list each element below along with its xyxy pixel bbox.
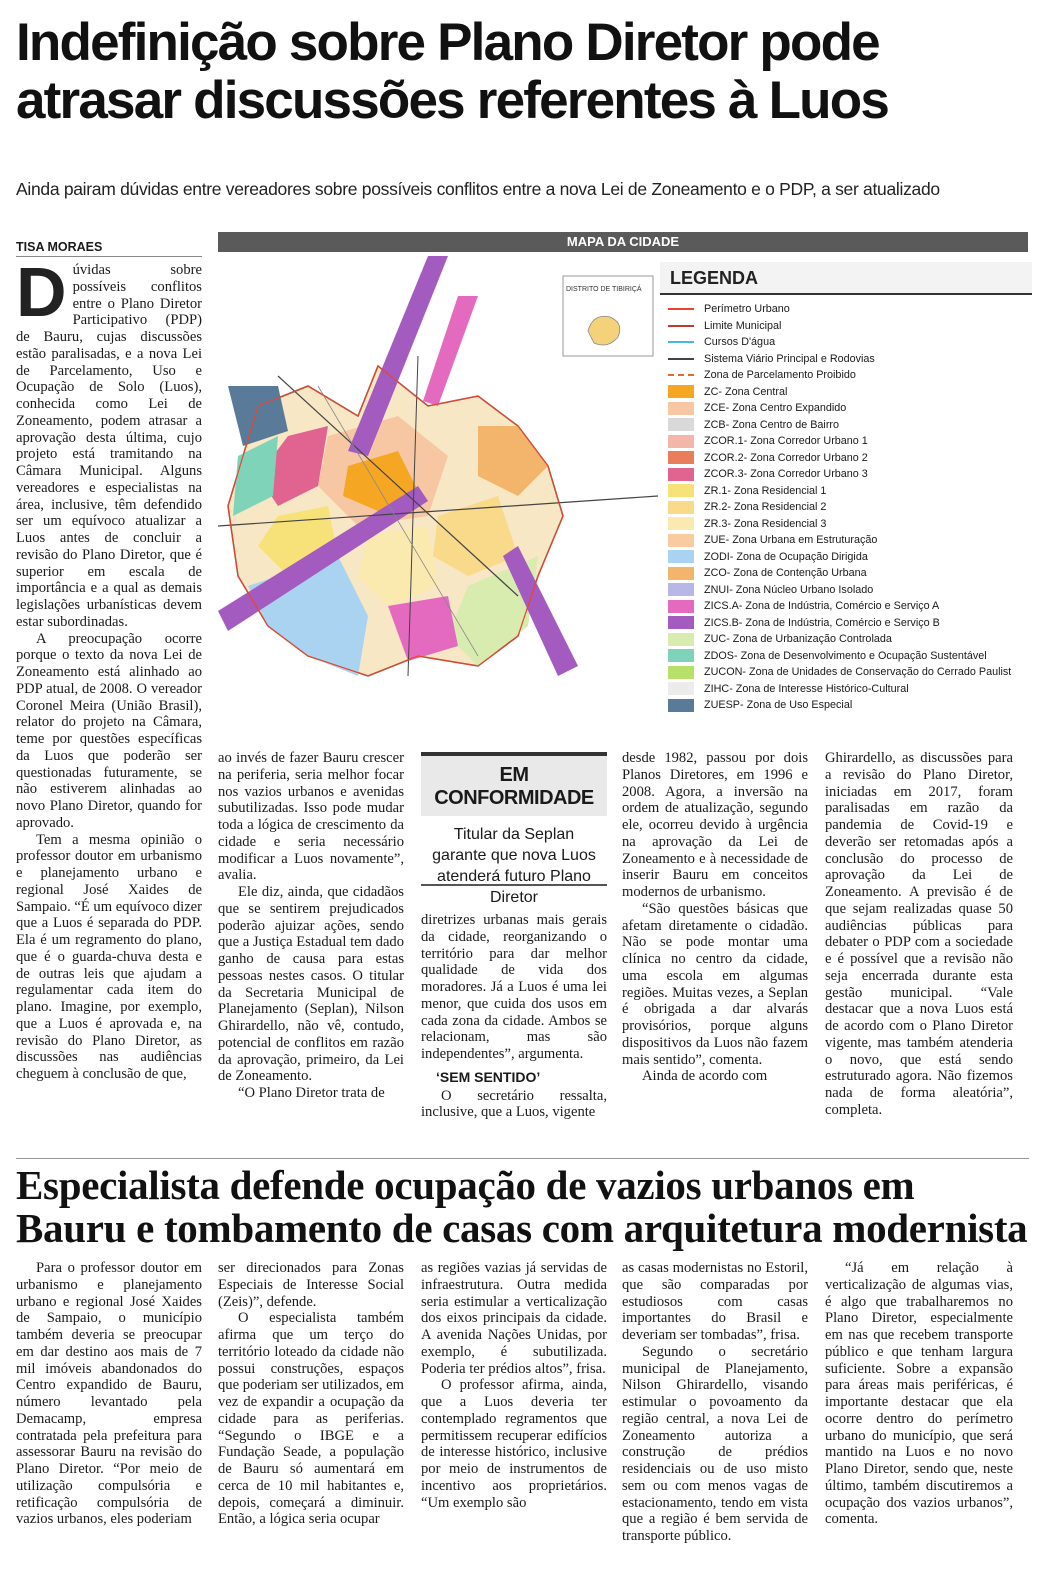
legend-zone-label: - Zona Residencial 1 bbox=[727, 484, 827, 497]
article2-col1 bbox=[16, 1260, 202, 1528]
legend-zone-code: ZUESP bbox=[704, 699, 740, 712]
dropcap: D bbox=[16, 253, 67, 331]
legend-zone-code: ZC bbox=[704, 385, 719, 398]
legend-line-item bbox=[660, 318, 1032, 335]
article2-col2-p0: ser direcionados para Zonas Especiais de Interesse Social (Zeis)”, defende. bbox=[218, 1260, 404, 1310]
legend-zone-label: - Zona Corredor Urbano 2 bbox=[743, 451, 868, 464]
legend-line-swatch bbox=[668, 358, 694, 360]
legend-zone-swatch bbox=[668, 534, 694, 547]
legend-zone-swatch bbox=[668, 600, 694, 613]
legend-line-label: Cursos D'água bbox=[704, 336, 776, 349]
byline: TISA MORAES bbox=[16, 240, 202, 257]
legend-zone-swatch bbox=[668, 616, 694, 629]
article1-col2 bbox=[218, 750, 404, 1102]
legend-zone-label: - Zona Residencial 3 bbox=[727, 517, 827, 530]
legend-zone-swatch bbox=[668, 699, 694, 712]
legend-zone-item bbox=[660, 664, 1032, 681]
article2-col3 bbox=[421, 1260, 607, 1511]
legend-zone-item bbox=[660, 582, 1032, 599]
legend-zone-code: ZUCON bbox=[704, 666, 743, 679]
legend-line-item bbox=[660, 334, 1032, 351]
legend-zone-label: - Zona de Ocupação Dirigida bbox=[729, 550, 868, 563]
legend-line-item bbox=[660, 351, 1032, 368]
article1-col4-p2: Ainda de acordo com bbox=[642, 1068, 768, 1085]
article2-col3-p0: as regiões vazias já servidas de infraestrutura. Outra medida seria estimular a verticalização dos eixos principais da cidade. A avenida Nações Unidas, por exemplo, é subutilizada. Poderia ter prédios altos”, frisa. bbox=[421, 1260, 607, 1377]
legend-zone-swatch bbox=[668, 451, 694, 464]
inset-map bbox=[563, 276, 653, 356]
article1-col4 bbox=[622, 750, 808, 1085]
callout-box bbox=[421, 752, 607, 906]
legend-zone-item bbox=[660, 384, 1032, 401]
legend-zone-item bbox=[660, 532, 1032, 549]
legend-zone-swatch bbox=[668, 633, 694, 646]
legend-zone-label: - Zona Residencial 2 bbox=[727, 501, 827, 514]
legend-line-item bbox=[660, 301, 1032, 318]
legend-zone-code: ZUC bbox=[704, 633, 727, 646]
legend-zone-item bbox=[660, 433, 1032, 450]
legend-zone-swatch bbox=[668, 418, 694, 431]
headline: Indefinição sobre Plano Diretor pode atrasar discussões referentes à Luos bbox=[16, 13, 888, 130]
article1-col1 bbox=[16, 253, 203, 1083]
article2-col5-p0: “Já em relação à verticalização de algumas vias, é algo que trabalharemos no Plano Diretor, especialmente em nas que recebem transporte público e que tenham largura suficiente. Sobre a expansão para áreas mais periféricas, é importante destacar que ela ocorre dentro do perímetro urbano do município, que será mantido na Luos e no novo Plano Diretor, sendo que, neste último, também discutiremos a ocupação dos vazios urbanos”, comenta. bbox=[825, 1260, 1013, 1528]
article2-col4-p1: Segundo o secretário municipal de Planejamento, Nilson Ghirardello, visando estimular o povoamento da região central, a nova Lei de Zoneamento autoriza a construção de prédios residenciais ou de uso misto sem ou com menos vagas de estacionamento, tendo em vista que a região é bem servida de transporte público. bbox=[622, 1343, 808, 1544]
legend-zone-swatch bbox=[668, 501, 694, 514]
legend-zone-label: - Zona Central bbox=[718, 385, 788, 398]
legend-zone-label: - Zona Centro Expandido bbox=[725, 402, 847, 415]
legend-zone-item bbox=[660, 483, 1032, 500]
legend-zone-item bbox=[660, 417, 1032, 434]
article2-col2 bbox=[218, 1260, 404, 1528]
legend-title: LEGENDA bbox=[660, 262, 1032, 295]
legend-zone-code: ZCOR.2 bbox=[704, 451, 744, 464]
legend-zone-swatch bbox=[668, 649, 694, 662]
legend-zone-item bbox=[660, 516, 1032, 533]
legend-zone-label: - Zona de Desenvolvimento e Ocupação Sustentável bbox=[734, 649, 987, 662]
map-legend bbox=[660, 262, 1032, 714]
legend-zone-code: ZNUI bbox=[704, 583, 730, 596]
legend-zone-code: ZR.3 bbox=[704, 517, 728, 530]
legend-zone-item bbox=[660, 466, 1032, 483]
legend-zone-code: ZDOS bbox=[704, 649, 734, 662]
legend-zone-swatch bbox=[668, 567, 694, 580]
section-divider bbox=[16, 1158, 1029, 1159]
map-title-bar: MAPA DA CIDADE bbox=[218, 232, 1028, 252]
legend-zone-code: ZCO bbox=[704, 567, 727, 580]
article2-col2-p1: O especialista também afirma que um terço do território loteado da cidade não possui construções, espaços que poderiam ser utilizados, em vez de expandir a ocupação da cidade para as periferias. “Segundo o IBGE e a Fundação Seade, a população de Bauru só aumentará em cerca de 10 mil habitantes e, depois, começará a diminuir. Então, a lógica seria ocupar bbox=[218, 1310, 405, 1528]
legend-zone-code: ZUE bbox=[704, 534, 726, 547]
legend-zone-item bbox=[660, 450, 1032, 467]
article2-col5 bbox=[825, 1260, 1013, 1528]
article1-col2-p0: ao invés de fazer Bauru crescer na periferia, seria melhor focar nos vazios urbanos e avenidas subutilizadas. Isso pode mudar toda a lógica de crescimento da cidade e seria necessário modificar a Luos novamente”, avalia. bbox=[218, 750, 404, 884]
callout-body: Titular da Seplan garante que nova Luos atenderá futuro Plano Diretor bbox=[432, 826, 596, 906]
legend-line-swatch bbox=[668, 341, 694, 343]
legend-zone-item bbox=[660, 631, 1032, 648]
legend-zone-label: - Zona de Indústria, Comércio e Serviço B bbox=[738, 616, 940, 629]
legend-zone-code: ZR.2 bbox=[704, 501, 728, 514]
legend-zone-swatch bbox=[668, 385, 694, 398]
article1-col4-p0: desde 1982, passou por dois Planos Diretores, em 1996 e 2008. Agora, a inversão na ordem de atualização, segundo ele, ocorreu devido à urgência na aprovação da Lei de Zoneamento e à necessidade de inserir Bauru em conceitos modernos de urbanismo. bbox=[622, 750, 808, 900]
legend-zone-item bbox=[660, 549, 1032, 566]
article1-col1-p1: A preocupação ocorre porque o texto da nova Lei de Zoneamento está alinhado ao PDP atual, de 2008. O vereador Coronel Meira (União Brasil), relator do projeto na Câmara, teme por questões específicas da Luos que poderão ser questionadas futuramente, se não estiverem alinhadas ao novo Plano Diretor, quando for aprovado. bbox=[16, 630, 202, 831]
legend-zone-swatch bbox=[668, 517, 694, 530]
legend-zone-swatch bbox=[668, 682, 694, 695]
callout-title: EM CONFORMIDADE bbox=[421, 752, 607, 816]
legend-line-label: Zona de Parcelamento Proibido bbox=[704, 369, 856, 382]
legend-zone-label: - Zona Núcleo Urbano Isolado bbox=[729, 583, 874, 596]
legend-line-swatch bbox=[668, 308, 694, 310]
article1-col1-p0: úvidas sobre possíveis conflitos entre o Plano Diretor Participativo (PDP) de Bauru, cujas discussões estão paralisadas, e a nova Lei de Parcelamento, Uso e Ocupação de Solo (Luos), conhecida como Lei de Zoneamento, podem atrasar a aprovação desta última, cujo projeto está tramitando na Câmara Municipal. Alguns vereadores e especialistas na área, inclusive, têm defendido ser um equívoco atualizar a Luos antes de concluir a revisão do Plano Diretor, que é superior em escala de importância e a qual as demais legislações urbanísticas devem estar subordinadas. bbox=[16, 262, 202, 630]
article1-col3-p0: diretrizes urbanas mais gerais da cidade, reorganizando o território para dar melhor qualidade de vida dos moradores. Já a Luos é uma lei menor, que cuida dos usos em cada zona da cidade. Ambos se relacionam, mas são independentes”, argumenta. bbox=[421, 912, 607, 1062]
legend-zone-code: ZCE bbox=[704, 402, 726, 415]
legend-line-label: Sistema Viário Principal e Rodovias bbox=[704, 352, 875, 365]
deck: Ainda pairam dúvidas entre vereadores sobre possíveis conflitos entre a nova Lei de Zoneamento e o PDP, a ser atualizado bbox=[16, 179, 940, 199]
legend-zone-code: ZCOR.1 bbox=[704, 435, 744, 448]
article1-col4-p1: “São questões básicas que afetam diretamente o cidadão. Não se pode montar uma clínica no centro da cidade, uma escola em algumas regiões. Muitas vezes, a Seplan é obrigada a dar alvarás provisórios, porque alguns dispositivos da Luos não fazem mais sentido”, comenta. bbox=[622, 900, 808, 1068]
legend-zone-swatch bbox=[668, 666, 694, 679]
legend-zone-item bbox=[660, 565, 1032, 582]
legend-zone-label: - Zona de Interesse Histórico-Cultural bbox=[729, 682, 909, 695]
article2-col1-p0: Para o professor doutor em urbanismo e planejamento urbano e regional José Xaides de Sampaio, o município também deveria se preocupar em dar destino aos mais de 7 mil imóveis abandonados do Centro expandido de Bauru, número levantado pela Demacamp, empresa contratada pela prefeitura para assessorar Bauru na revisão do Plano Diretor. “Por meio de utilização compulsória e retificação compulsória de vazios urbanos, eles poderiam bbox=[16, 1260, 202, 1528]
legend-zone-label: - Zona Centro de Bairro bbox=[725, 418, 840, 431]
legend-zone-label: - Zona de Unidades de Conservação do Cerrado Paulist bbox=[742, 666, 1012, 679]
legend-line-label: Perímetro Urbano bbox=[704, 303, 790, 316]
legend-zone-item bbox=[660, 697, 1032, 714]
legend-zone-code: ZR.1 bbox=[704, 484, 728, 497]
article1-col1-p2: Tem a mesma opinião o professor doutor em urbanismo e planejamento urbano e regional José Xaides de Sampaio. “É um equívoco dizer que a Luos é separada do PDP. Ela é um regramento do plano, que é o guarda-chuva desta e de outras leis que ajudam a regulamentar cada item do plano. Imagine, por exemplo, que a Luos é aprovada e, na revisão do Plano Diretor, as discussões nas audiências cheguem à conclusão de que, bbox=[16, 831, 203, 1082]
legend-zone-item bbox=[660, 681, 1032, 698]
legend-zone-swatch bbox=[668, 583, 694, 596]
legend-zone-item bbox=[660, 648, 1032, 665]
legend-zone-swatch bbox=[668, 468, 694, 481]
article1-col3 bbox=[421, 912, 607, 1121]
legend-line-swatch bbox=[668, 374, 694, 376]
legend-zone-code: ZICS.A bbox=[704, 600, 739, 613]
legend-zone-item bbox=[660, 400, 1032, 417]
legend-zone-item bbox=[660, 615, 1032, 632]
subhead-sem-sentido: ‘SEM SENTIDO’ bbox=[436, 1068, 541, 1085]
legend-zone-code: ZCB bbox=[704, 418, 726, 431]
legend-zone-label: - Zona de Indústria, Comércio e Serviço A bbox=[738, 600, 940, 613]
legend-zone-code: ZODI bbox=[704, 550, 730, 563]
article1-col5 bbox=[825, 750, 1013, 1119]
city-map bbox=[218, 256, 658, 686]
legend-zone-code: ZIHC bbox=[704, 682, 730, 695]
article1-col2-p1: Ele diz, ainda, que cidadãos que se sentirem prejudicados poderão ajuizar ações, sendo que a Justiça Estadual tem dado ganho de causa para estas pessoas nestes casos. O titular da Secretaria Municipal de Planejamento (Seplan), Nilson Ghirardello, não vê, contudo, potencial de conflitos em razão da aprovação, primeiro, da Lei de Zoneamento. bbox=[218, 884, 405, 1085]
legend-zone-swatch bbox=[668, 435, 694, 448]
inset-label: DISTRITO DE TIBIRIÇÁ bbox=[566, 286, 642, 293]
legend-zone-swatch bbox=[668, 402, 694, 415]
legend-zone-item bbox=[660, 499, 1032, 516]
legend-zone-label: - Zona de Contenção Urbana bbox=[726, 567, 867, 580]
article2-col4-p0: as casas modernistas no Estoril, que são comparadas por estudiosos com casas importantes do Brasil e deveriam ser tombadas”, frisa. bbox=[622, 1260, 808, 1343]
legend-zone-label: - Zona de Uso Especial bbox=[740, 699, 853, 712]
legend-zone-swatch bbox=[668, 550, 694, 563]
article1-col3b-p0: O secretário ressalta, inclusive, que a Luos, vigente bbox=[421, 1087, 607, 1121]
legend-zone-label: - Zona Urbana em Estruturação bbox=[725, 534, 878, 547]
legend-zone-label: - Zona Corredor Urbano 1 bbox=[743, 435, 868, 448]
legend-zone-code: ZCOR.3 bbox=[704, 468, 744, 481]
headline-2: Especialista defende ocupação de vazios urbanos em Bauru e tombamento de casas com arquitetura modernista bbox=[16, 1162, 1028, 1251]
legend-line-swatch bbox=[668, 325, 694, 327]
legend-zone-swatch bbox=[668, 484, 694, 497]
legend-zone-label: - Zona de Urbanização Controlada bbox=[726, 633, 892, 646]
legend-zone-label: - Zona Corredor Urbano 3 bbox=[743, 468, 868, 481]
legend-line-label: Limite Municipal bbox=[704, 319, 782, 332]
article1-col2-p2: “O Plano Diretor trata de bbox=[238, 1085, 385, 1101]
legend-zone-item bbox=[660, 598, 1032, 615]
legend-zone-code: ZICS.B bbox=[704, 616, 739, 629]
legend-line-item bbox=[660, 367, 1032, 384]
article2-col4 bbox=[622, 1260, 808, 1545]
article1-col5-p0: Ghirardello, as discussões para a revisão do Plano Diretor, iniciadas em 2017, foram paralisadas em razão da pandemia de Covid-19 e deverão ser retomadas após a conclusão do processo de aprovação da Lei de Zoneamento. A previsão é de que sejam realizadas quase 50 audiências públicas para debater o PDP com a sociedade e é possível que a revisão não seja encerrada durante esta gestão municipal. “Vale destacar que a nova Luos está de acordo com o Plano Diretor vigente, mas também atenderia o novo, que está sendo estruturado agora. Não fizemos nada de forma aleatória”, completa. bbox=[825, 750, 1013, 1118]
article2-col3-p1: O professor afirma, ainda, que a Luos deveria ter contemplado regramentos que permitissem recuperar edifícios de interesse histórico, inclusive por meio de instrumentos de incentivo aos proprietários. “Um exemplo são bbox=[421, 1377, 607, 1511]
